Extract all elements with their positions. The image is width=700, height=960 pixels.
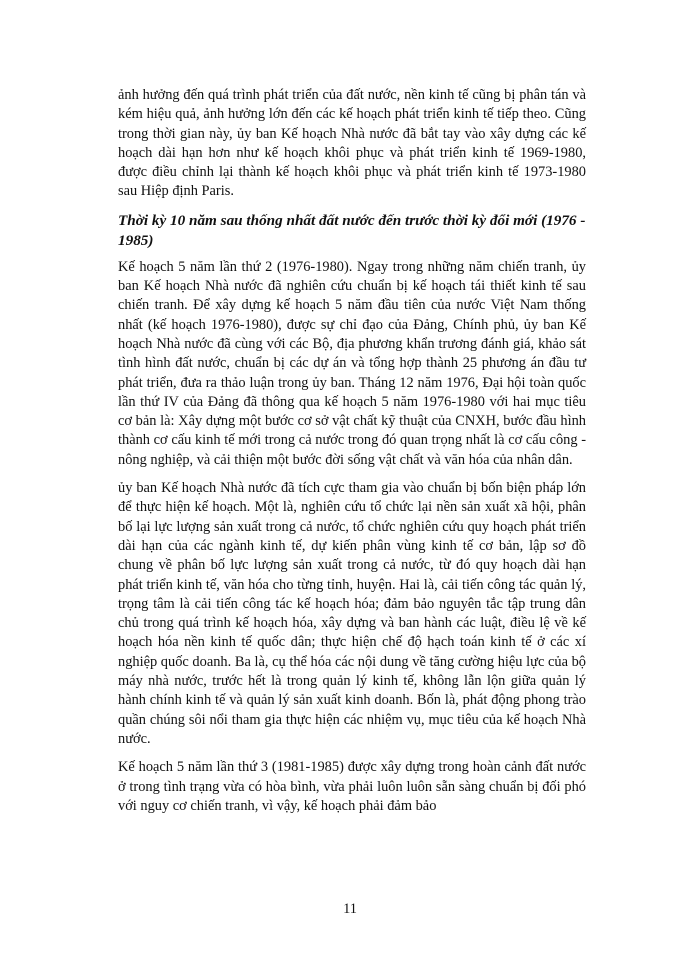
body-paragraph-4: Kế hoạch 5 năm lần thứ 3 (1981-1985) được xây dựng trong hoàn cảnh đất nước ở trong tình trạng vừa có hòa bình, vừa phải luôn luôn sẵn sàng chuẩn bị đối phó với nguy cơ chiến tranh, vì vậy, kế hoạch phải đảm bảo — [118, 759, 586, 814]
body-paragraph-3: ủy ban Kế hoạch Nhà nước đã tích cực tham gia vào chuẩn bị bốn biện pháp lớn để thực hiện kế hoạch. Một là, nghiên cứu tổ chức lại nền sản xuất xã hội, phân bố lại lực lượng sản xuất trong cả nước, tổ chức nghiên cứu quy hoạch phát triển dài hạn của các ngành kinh tế, dự kiến phân vùng kinh tế cơ bản, lập sơ đồ chung về phân bố lực lượng sản xuất trong cả nước, từ đó quy hoạch dài hạn phát triển kinh tế, văn hóa cho từng tỉnh, huyện. Hai là, cải tiến công tác quản lý, trọng tâm là cải tiến công tác kế hoạch hóa; đảm bảo nguyên tắc tập trung dân chủ trong quá trình kế hoạch hóa, xây dựng và ban hành các luật, điều lệ về kế hoạch hóa nền kinh tế quốc dân; thực hiện chế độ hạch toán kinh tế ở các xí nghiệp quốc doanh. Ba là, cụ thể hóa các nội dung về tăng cường hiệu lực của bộ máy nhà nước, trước hết là trong quản lý kinh tế, không lẫn lộn giữa quản lý hành chính kinh tế và quản lý sản xuất kinh doanh. Bốn là, phát động phong trào quần chúng sôi nổi tham gia thực hiện các nhiệm vụ, mục tiêu của kế hoạch Nhà nước. — [118, 480, 586, 747]
document-page — [118, 86, 586, 825]
section-heading: Thời kỳ 10 năm sau thống nhất đất nước đến trước thời kỳ đổi mới (1976 - 1985) — [118, 211, 586, 250]
body-paragraph-1: ảnh hưởng đến quá trình phát triển của đất nước, nền kinh tế cũng bị phân tán và kém hiệu quả, ảnh hưởng lớn đến các kế hoạch phát triển kinh tế tiếp theo. Cũng trong thời gian này, ủy ban Kế hoạch Nhà nước đã bắt tay vào xây dựng các kế hoạch dài hạn hơn như kế hoạch khôi phục và phát triển kinh tế 1969-1980, được điều chỉnh lại thành kế hoạch khôi phục và phát triển kinh tế 1973-1980 sau Hiệp định Paris. — [118, 87, 586, 200]
body-paragraph-2: Kế hoạch 5 năm lần thứ 2 (1976-1980). Ngay trong những năm chiến tranh, ủy ban Kế hoạch Nhà nước đã nghiên cứu chuẩn bị kế hoạch tái thiết kinh tế sau chiến tranh. Để xây dựng kế hoạch 5 năm đầu tiên của nước Việt Nam thống nhất (kế hoạch 1976-1980), được sự chỉ đạo của Đảng, Chính phủ, ủy ban Kế hoạch Nhà nước đã cùng với các Bộ, địa phương khẩn trương đánh giá, khảo sát tình hình đất nước, chuẩn bị các dự án và tổng hợp thành 25 phương án đầu tư phát triển, đưa ra thảo luận trong ủy ban. Tháng 12 năm 1976, Đại hội toàn quốc lần thứ IV của Đảng đã thông qua kế hoạch 5 năm 1976-1980 với hai mục tiêu cơ bản là: Xây dựng một bước cơ sở vật chất kỹ thuật của CNXH, bước đầu hình thành cơ cấu kinh tế mới trong cả nước trong đó quan trọng nhất là cơ cấu công - nông nghiệp, và cải thiện một bước đời sống vật chất và văn hóa của nhân dân. — [118, 258, 586, 468]
page-number: 11 — [343, 901, 357, 917]
